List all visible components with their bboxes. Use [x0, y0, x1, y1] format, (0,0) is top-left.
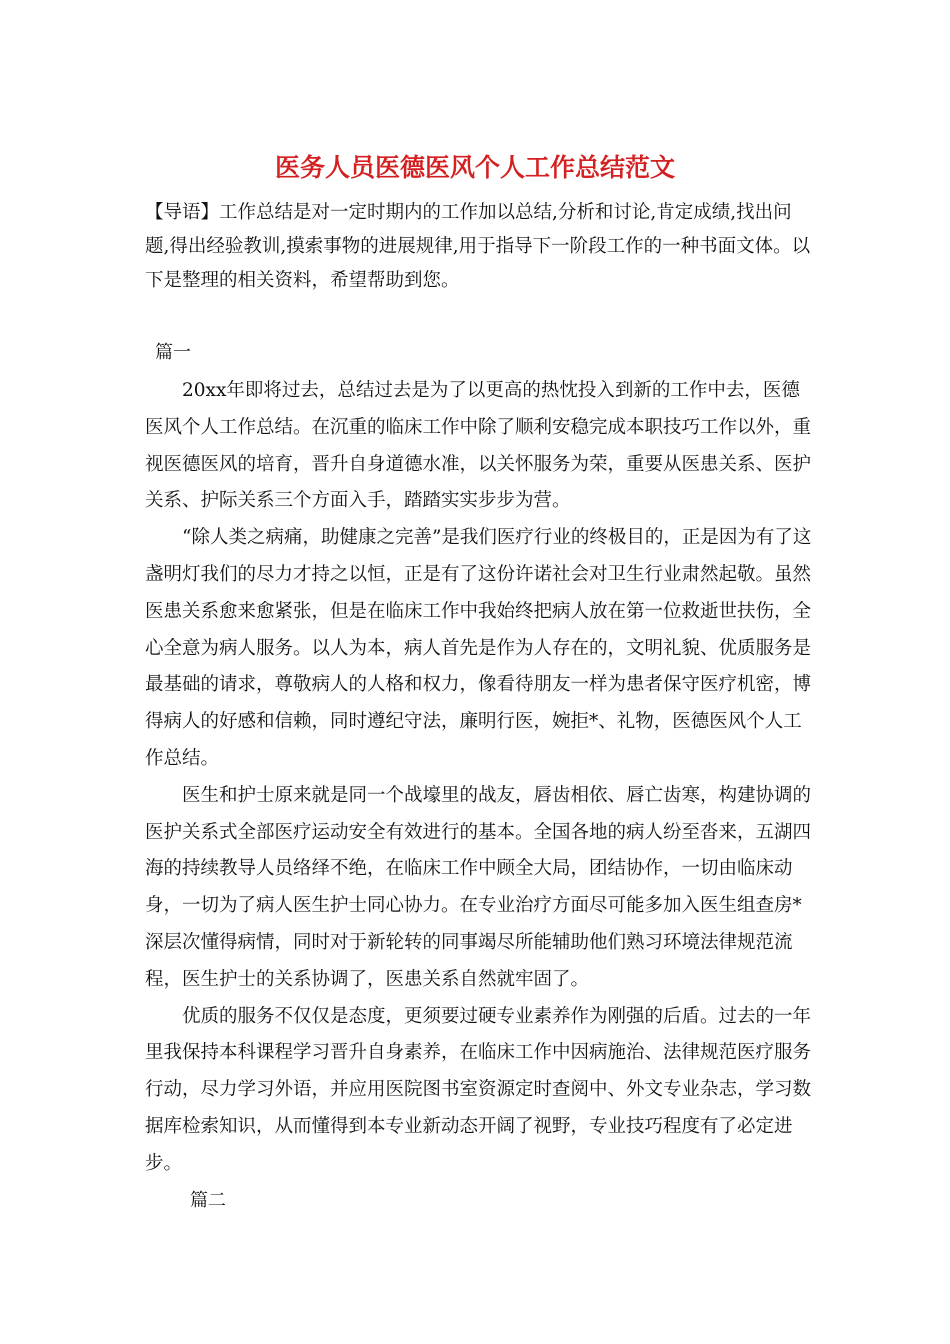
body-paragraph-1: 20xx年即将过去，总结过去是为了以更高的热忱投入到新的工作中去，医德医风个人工作总结。在沉重的临床工作中除了顺利安稳完成本职技巧工作以外，重视医德医风的培育，晋升自身道德水准，以关怀服务为荣，重要从医患关系、医护关系、护际关系三个方面入手，踏踏实实步步为营。: [145, 380, 812, 512]
section-heading-2: 篇二: [190, 1190, 226, 1211]
intro-paragraph: 【导语】工作总结是对一定时期内的工作加以总结,分析和讨论,肯定成绩,找出问题,得出经验教训,摸索事物的进展规律,用于指导下一阶段工作的一种书面文体。以下是整理的相关资料，希望帮助到您。: [145, 202, 811, 291]
body-paragraph-4: 优质的服务不仅仅是态度，更须要过硬专业素养作为刚强的后盾。过去的一年里我保持本科课程学习晋升自身素养，在临床工作中因病施治、法律规范医疗服务行动，尽力学习外语，并应用医院图书室资源定时查阅中、外文专业杂志，学习数据库检索知识，从而懂得到本专业新动态开阔了视野，专业技巧程度有了必定进步。: [145, 1005, 812, 1174]
body-paragraph-3: 医生和护士原来就是同一个战壕里的战友，唇齿相依、唇亡齿寒，构建协调的医护关系式全部医疗运动安全有效进行的基本。全国各地的病人纷至沓来，五湖四海的持续教导人员络绎不绝，在临床工作中顾全大局，团结协作，一切由临床动身，一切为了病人医生护士同心协力。在专业治疗方面尽可能多加入医生组查房*深层次懂得病情，同时对于新轮转的同事竭尽所能辅助他们熟习环境法律规范流程，医生护士的关系协调了，医患关系自然就牢固了。: [145, 784, 812, 990]
document-body: [145, 373, 813, 1183]
body-paragraph-2: “除人类之病痛，助健康之完善”是我们医疗行业的终极目的，正是因为有了这盏明灯我们的尽力才持之以恒，正是有了这份许诺社会对卫生行业肃然起敬。虽然医患关系愈来愈紧张，但是在临床工作中我始终把病人放在第一位救逝世扶伤，全心全意为病人服务。以人为本，病人首先是作为人存在的，文明礼貌、优质服务是最基础的请求，尊敬病人的人格和权力，像看待朋友一样为患者保守医疗机密，博得病人的好感和信赖，同时遵纪守法，廉明行医，婉拒*、礼物，医德医风个人工作总结。: [145, 527, 812, 769]
document-title: 医务人员医德医风个人工作总结范文: [274, 153, 675, 182]
section-heading-1: 篇一: [155, 342, 191, 363]
